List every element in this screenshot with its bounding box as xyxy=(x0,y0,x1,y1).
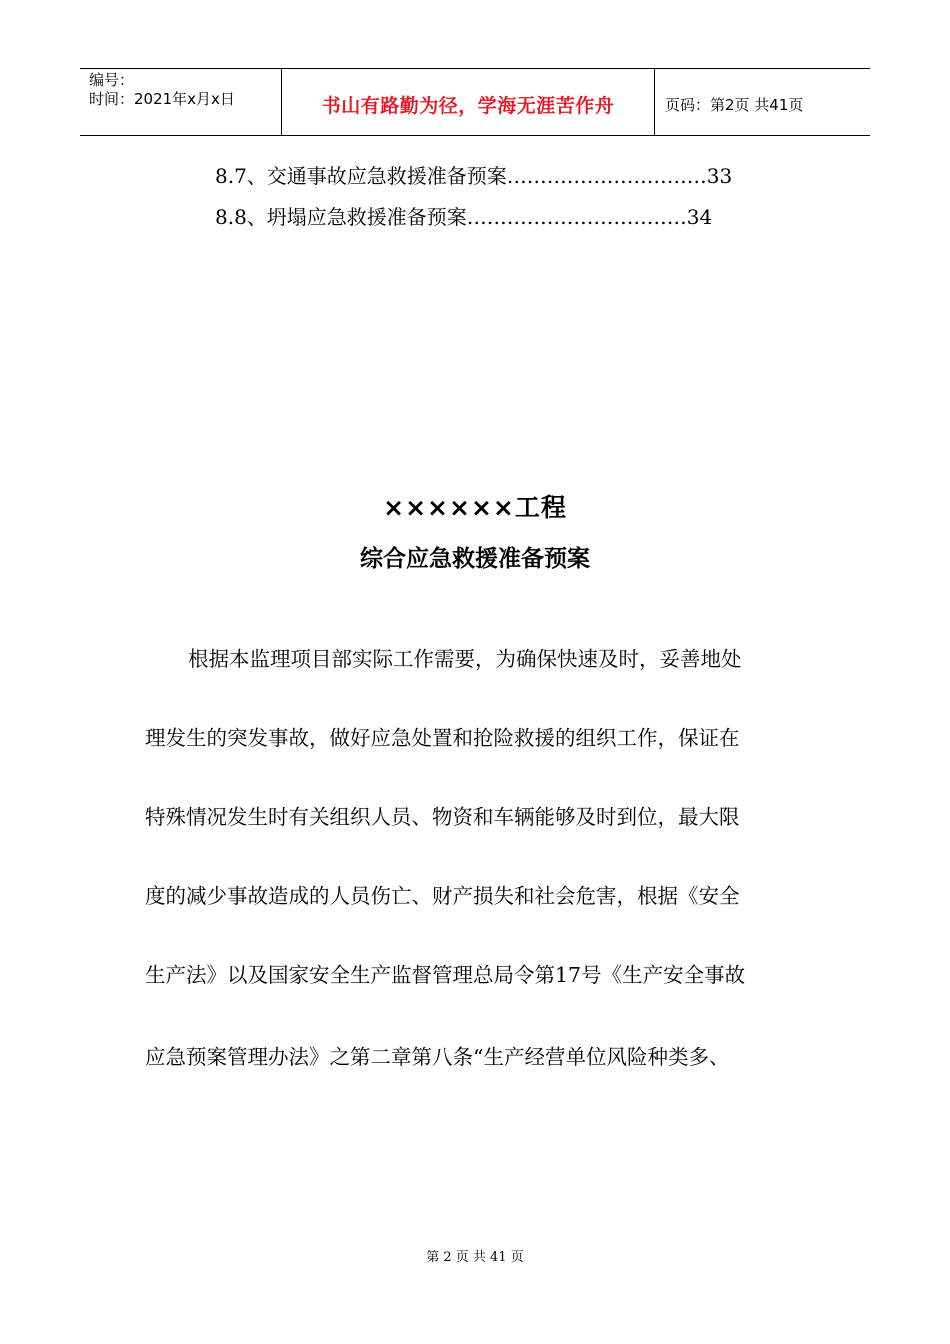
toc-entry: 8.8、坍塌应急救援准备预案……………………………34 xyxy=(215,205,713,229)
paragraph-line: 应急预案管理办法》之第二章第八条“生产经营单位风险种类多、 xyxy=(145,1045,730,1069)
document-title: ××××××工程 xyxy=(383,493,567,522)
page-footer: 第 2 页 共 41 页 xyxy=(426,1250,524,1265)
toc-entry: 8.7、交通事故应急救援准备预案…………………………33 xyxy=(215,164,733,188)
document-number-label: 编号： xyxy=(89,71,135,89)
paragraph-line: 度的减少事故造成的人员伤亡、财产损失和社会危害，根据《安全 xyxy=(145,884,740,908)
page-header xyxy=(80,68,870,136)
document-subtitle: 综合应急救援准备预案 xyxy=(360,546,590,572)
paragraph-line: 根据本监理项目部实际工作需要，为确保快速及时，妥善地处 xyxy=(188,647,742,671)
paragraph-line: 生产法》以及国家安全生产监督管理总局令第17号《生产安全事故 xyxy=(145,963,746,987)
header-page-info: 页码：第2页 共41页 xyxy=(665,95,804,114)
document-time-label: 时间：2021年x月x日 xyxy=(89,90,235,108)
paragraph-line: 特殊情况发生时有关组织人员、物资和车辆能够及时到位，最大限 xyxy=(145,805,740,829)
header-motto: 书山有路勤为径，学海无涯苦作舟 xyxy=(282,69,655,135)
header-meta xyxy=(80,69,282,135)
paragraph-line: 理发生的突发事故，做好应急处置和抢险救援的组织工作，保证在 xyxy=(145,726,740,750)
